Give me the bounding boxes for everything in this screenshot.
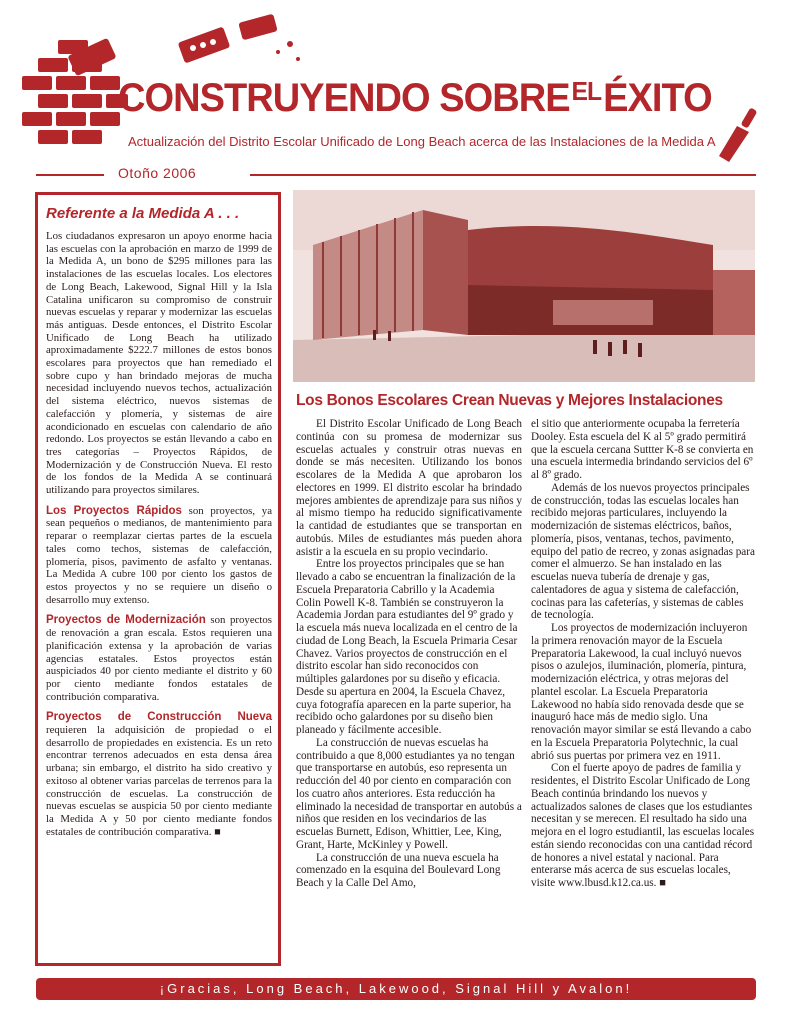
modernization-heading: Proyectos de Modernización [46, 614, 206, 627]
rule-left [36, 174, 104, 176]
season-label: Otoño 2006 [118, 165, 197, 181]
article-paragraph: Entre los proyectos principales que se han llevado a cabo se encuentran la finalización de la Escuela Preparatoria Cabrillo y la Academia Colin Powell K-8. También se construyeron la Academia Jordan para estudiantes del 9º grado y la escuela más nueva localizada en el centro de la ciudad de Long Beach, la Escuela Primaria Cesar Chavez. Varios proyectos de construcción en el distrito escolar han sido reconocidos con múltiples galardones por su diseño y eficacia. Desde su apertura en 2004, la Escuela Chavez, cuya fotografía aparecen en la parte superior, ha recibido ocho galardones por su diseño bien planeado y fácilmente accesible. [296, 558, 518, 736]
modernization-paragraph [46, 614, 272, 703]
new-construction-paragraph [46, 711, 272, 838]
article-paragraph: Además de los nuevos proyectos principales de construcción, todas las escuelas locales han recibido mejoras particulares, incluyendo la modernización de sistemas eléctricos, baños, plomería, pisos, ventanas, techos, pavimento, equipo del patio de recreo, y zonas asignadas para comer el almuerzo. Se han instalado en las escuelas nueva tubería de drenaje y gas, calentadores de agua y sistema de calefacción, cocinas para las cafeterías, y sistemas de cables de tecnología. [531, 481, 755, 622]
sidebar-heading: Referente a la Medida A . . . [46, 205, 240, 222]
article-paragraph: el sitio que anteriormente ocupaba la ferretería Dooley. Esta escuela del K al 5º grado permitirá que la escuela cercana Suttter K-8 se convierta en una escuela intermedia brindando servicios del 6º al 8º grado. [531, 418, 754, 481]
title-el: EL [571, 76, 602, 106]
article-paragraph: Los proyectos de modernización incluyeron la primera renovación mayor de la Escuela Preparatoria Lakewood, la cual incluyó nuevos pisos o azulejos, iluminación, plomería, pintura, modernización eléctrica, y otras mejoras del plantel escolar. La Escuela Preparatoria Lakewood no había sido renovada desde que se inauguró hace más de medio siglo. Una renovación mayor similar se está llevando a cabo en la Escuela Preparatoria Polytechnic, la cual abrió sus puertas por primera vez en 1911. [531, 622, 752, 762]
rapid-projects-paragraph [46, 505, 272, 607]
rule-right [250, 174, 756, 176]
footer-banner [36, 978, 756, 1000]
sidebar-intro: Los ciudadanos expresaron un apoyo enorme hacia las escuelas con la aprobación en marzo de 1999 de la Medida A, un bono de $295 millones para las instalaciones de las escuelas locales. Los electores de Long Beach, Lakewood, Signal Hill y la Isla Catalina unificaron su compromiso de construir nuevas escuelas y reparar y modernizar las escuelas más antiguas. Desde entonces, el Distrito Escolar Unificado de Long Beach ha utilizado aproximadamente $222.7 millones de estos bonos escolares para proyectos que han remediado el sobre cupo y han brindado mejoras de mucha necesidad incluyendo nuevos techos, actualización del sistema eléctrico, nuevos sistemas de calefacción y plomería, y sistemas de aire acondicionado en escuelas con calendario de año redondo. Los proyectos se están llevando a cabo en tres categorías – Proyectos Rápidos, de Modernización y de Construcción Nueva. El resto de los fondos de la Medida A se continuará utilizando para proyectos similares. [46, 230, 272, 497]
brick-wall-icon [18, 40, 133, 150]
school-photo [293, 190, 755, 382]
article-title: Los Bonos Escolares Crean Nuevas y Mejores Instalaciones [296, 392, 723, 409]
masthead [0, 0, 791, 200]
title-part2: ÉXITO [603, 76, 712, 120]
article-paragraph: La construcción de nuevas escuelas ha contribuido a que 8,000 estudiantes ya no tengan que transportarse en autobús, eso representa un reducción del 40 por ciento en comparación con los cuatro años anteriores. Esta reducción ha eliminado la necesidad de transportar en autobús a niños que residen en los vecindarios de las escuelas Burnett, Edison, Whittier, Lee, King, Grant, Harte, McKinley y Powell. [296, 736, 522, 851]
article-paragraph: El Distrito Escolar Unificado de Long Beach continúa con su promesa de modernizar sus escuelas actuales y construir otras nuevas en donde se más necesiten. Utilizando los bonos escolares de la Medida A que aprobaron los electores en 1999. El distrito escolar ha brindado mejores ambientes de aprendizaje para sus niños y al mismo tiempo ha reducido significativamente la cantidad de estudiantes que se transportan en autobús. Miles de estudiantes más pueden ahora asistir a la escuela en su propio vecindario. [296, 418, 522, 558]
rapid-projects-text: son proyectos, ya sean pequeños o medianos, de mantenimiento para reparar o reemplazar ciertas partes de la escuela tales como techos, sistemas de calefacción, plomería, pisos, pavimento de asfalto y ventanas. La Medida A cubre 100 por ciento los gastos de estos proyectos y no se requiere un diseño o desarrollo muy extenso. [46, 504, 272, 606]
measure-a-sidebar [35, 192, 281, 966]
modernization-text: son proyectos de renovación a gran escala. Estos requieren una planificación extensa y la aprobación de varias agencias estatales. Estos proyectos están auspiciados 40 por ciento mediante el distrito y 60 por ciento mediante fondos estatales de contribución comparativa. [46, 614, 272, 703]
season-rule [36, 166, 756, 182]
masthead-subtitle: Actualización del Distrito Escolar Unificado de Long Beach acerca de las Instalaciones de la Medida A [128, 134, 716, 149]
masthead-title [118, 78, 712, 118]
article-column-2 [531, 418, 755, 890]
rapid-projects-heading: Los Proyectos Rápidos [46, 504, 182, 517]
title-part1: CONSTRUYENDO SOBRE [118, 76, 570, 120]
article-paragraph: Con el fuerte apoyo de padres de familia y residentes, el Distrito Escolar Unificado de Long Beach continúa brindando los nuevos y actualizados salones de clases que los estudiantes necesitan y se merecen. El resultado ha sido una mejora en el logro estudiantil, las escuelas locales están siendo reconocidas con una cantidad récord de honores a nivel estatal y nacional. Para enterarse más acerca de sus escuelas locales, visite www.lbusd.k12.ca.us. ■ [531, 762, 755, 889]
article-column-1 [296, 418, 522, 890]
trowel-icon [715, 108, 765, 163]
new-construction-text: requieren la adquisición de propiedad o el desarrollo de propiedades en existencia. Es un reto encontrar terrenos adecuados en esta densa área urbana; sin embargo, el distrito ha sido creativo y exitoso al obtener varias parcelas de terrenos para la construcción de escuelas. La construcción de nuevas escuelas se auspicia 50 por ciento mediante la Medida A y 50 por ciento mediante fondos estatales de contribución comparativa. ■ [46, 724, 272, 838]
article-paragraph: La construcción de una nueva escuela ha comenzado en la esquina del Boulevard Long Beach y la Calle Del Amo, [296, 851, 501, 889]
school-building-image [293, 190, 755, 382]
footer-text: ¡Gracias, Long Beach, Lakewood, Signal Hill y Avalon! [159, 981, 633, 996]
new-construction-heading: Proyectos de Construcción Nueva [46, 711, 272, 724]
